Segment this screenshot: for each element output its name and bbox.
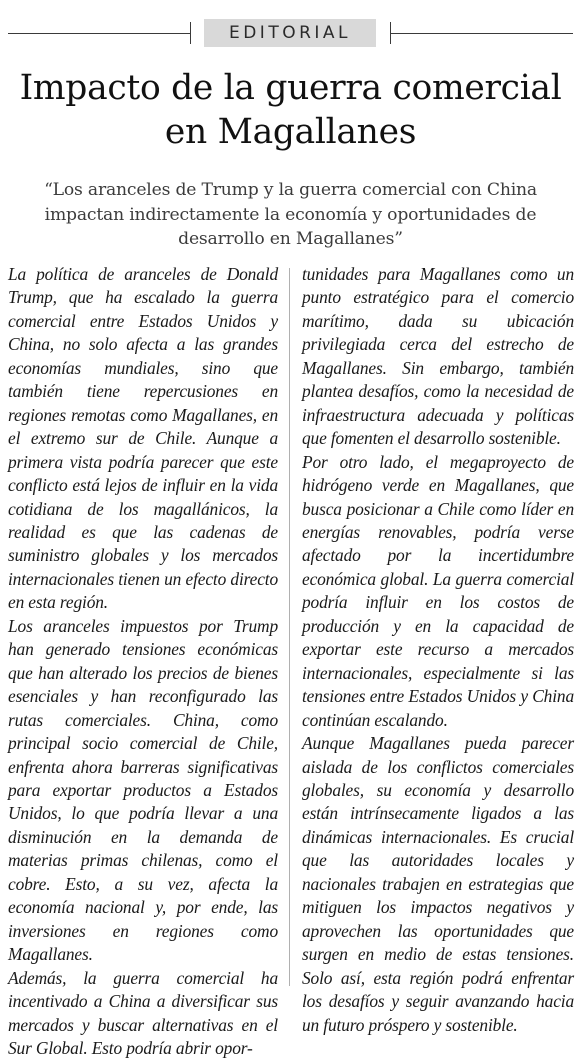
paragraph: Además, la guerra comercial ha incentivado a China a diversificar sus mercados y buscar alternativas en el Sur Global. Esto podría abrir opor- — [8, 967, 278, 1058]
paragraph: tunidades para Magallanes como un punto estratégico para el comercio marítimo, dada su ubicación privilegiada cerca del estrecho de Magallanes. Sin embargo, también plantea desafíos, como la necesidad de infraestructura adecuada y políticas que fomenten el desarrollo sostenible. — [302, 264, 574, 449]
headline: Impacto de la guerra comercial en Magallanes — [19, 68, 562, 152]
header-rule-left — [8, 33, 190, 34]
column-divider — [289, 268, 290, 986]
paragraph: Por otro lado, el megaproyecto de hidrógeno verde en Magallanes, que busca posicionar a Chile como líder en energías renovables, podría verse afectado por la incertidumbre económica global. La guerra comercial podría influir en los costos de producción y en la capacidad de exportar este recurso a mercados internacionales, especialmente si las tensiones entre Estados Unidos y China continúan escalando. — [302, 451, 574, 730]
paragraph: Los aranceles impuestos por Trump han generado tensiones económicas que han alterado los precios de bienes esenciales y han reconfigurado las rutas comerciales. China, como principal socio comercial de Chile, enfrenta ahora barreras significativas para exportar productos a Estados Unidos, lo que podría llevar a una disminución en la demanda de materias primas chilenas, como el cobre. Esto, a su vez, afecta la economía nacional y, por ende, las inversiones en regiones como Magallanes. — [8, 615, 278, 965]
paragraph: La política de aranceles de Donald Trump, que ha escalado la guerra comercial entre Estados Unidos y China, no solo afecta a las grandes economías mundiales, sino que también tiene repercusiones en regiones remotas como Magallanes, en el extremo sur de Chile. Aunque a primera vista podría parecer que este conflicto está lejos de influir en la vida cotidiana de los magallánicos, la realidad es que las cadenas de suministro globales y los mercados internacionales tienen un efecto directo en esta región. — [8, 264, 278, 613]
column-right — [302, 263, 574, 1037]
section-header — [8, 16, 573, 50]
paragraph: Aunque Magallanes pueda parecer aislada de los conflictos comerciales globales, su economía y desarrollo están intrínsecamente ligados a las dinámicas internacionales. Es crucial que las autoridades locales y nacionales trabajen en estrategias que mitiguen los impactos negativos y aprovechen las oportunidades que surgen en medio de estas tensiones. Solo así, esta región podrá enfrentar los desafíos y seguir avanzando hacia un futuro próspero y sostenible. — [302, 733, 574, 1035]
column-left — [8, 263, 278, 1060]
deck-quote: “Los aranceles de Trump y la guerra comercial con China impactan indirectamente la economía y oportunidades de desarrollo en Magallanes” — [44, 180, 537, 249]
header-rule-right — [391, 33, 573, 34]
header-tick-left — [190, 22, 191, 44]
section-label: EDITORIAL — [204, 19, 376, 47]
